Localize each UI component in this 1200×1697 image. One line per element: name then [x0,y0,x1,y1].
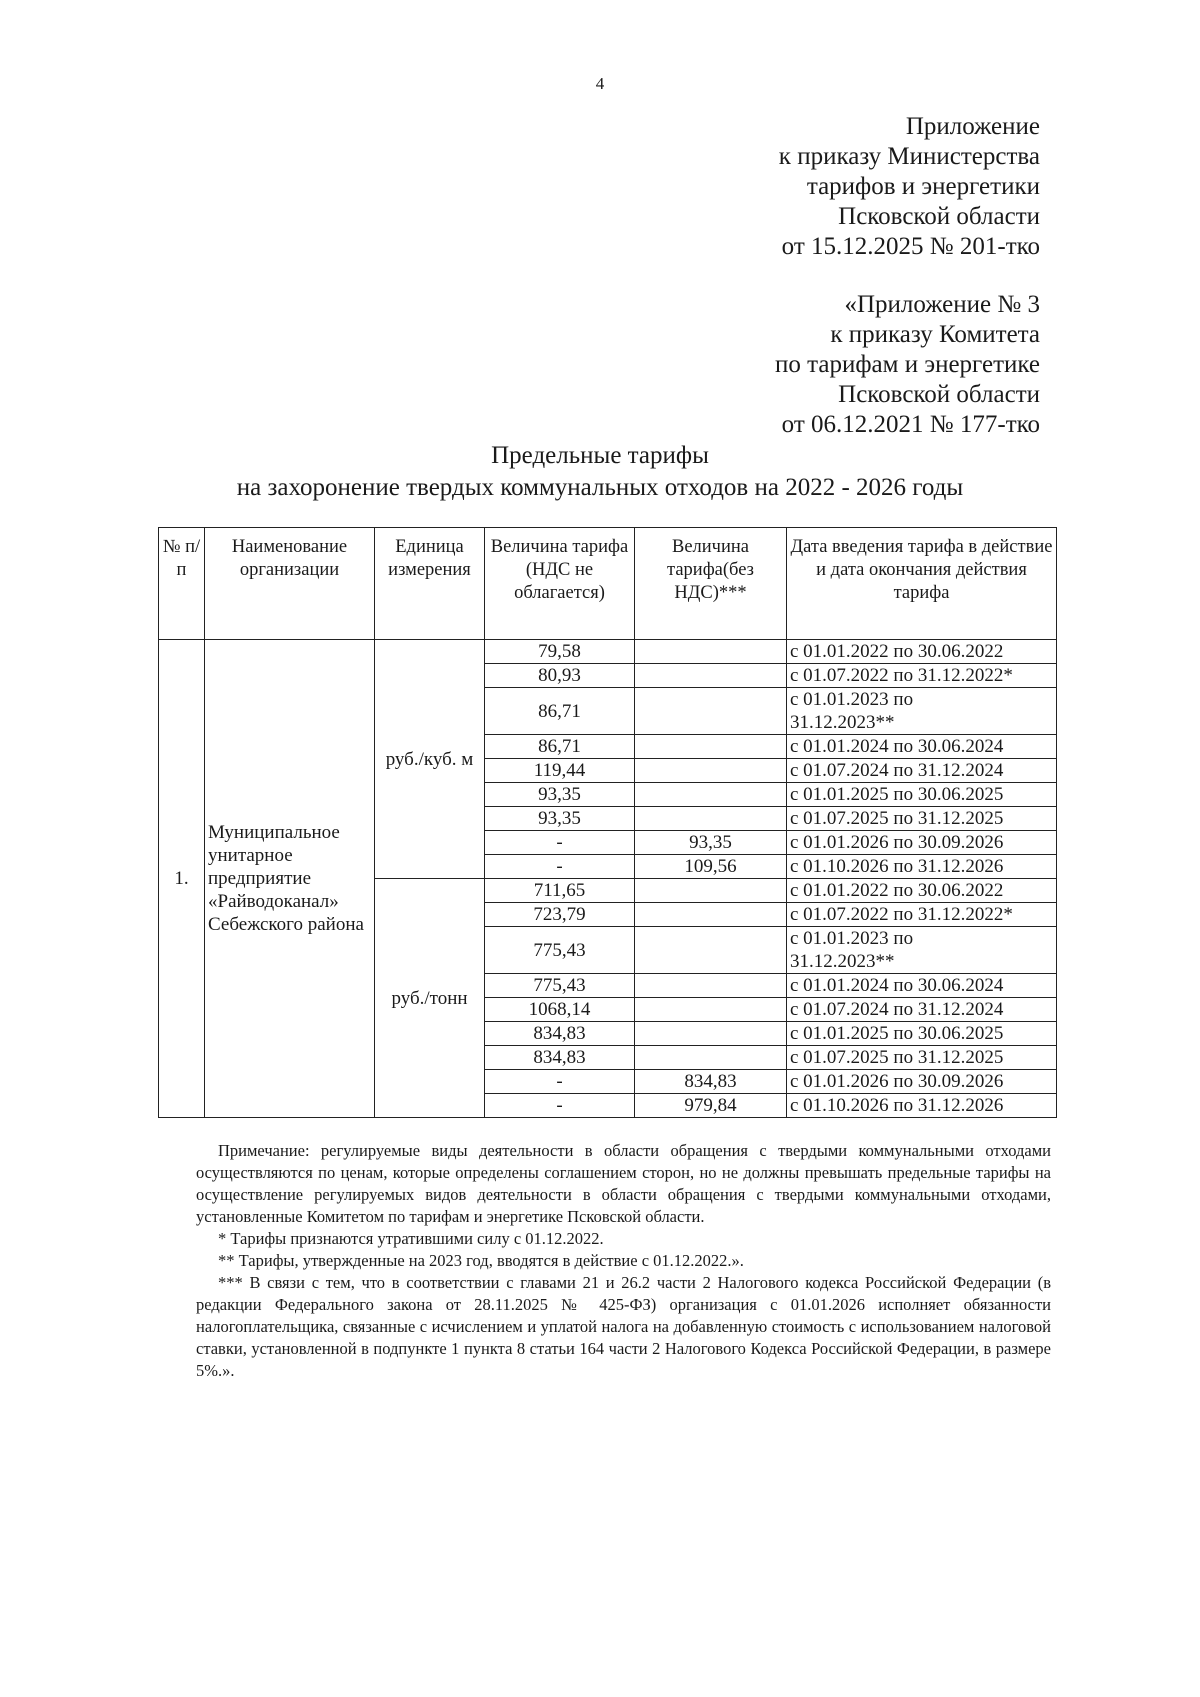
tariff-period: с 01.10.2026 по 31.12.2026 [787,1094,1057,1118]
tariff-period: с 01.01.2022 по 30.06.2022 [787,640,1057,664]
tariff-no-vat [635,927,787,974]
note-footnote-1: * Тарифы признаются утратившими силу с 01.12.2022. [218,1229,604,1248]
tariff-vat-exempt: 79,58 [485,640,635,664]
tariff-period: с 01.07.2022 по 31.12.2022* [787,903,1057,927]
tariff-period: с 01.01.2024 по 30.06.2024 [787,735,1057,759]
tariff-no-vat [635,664,787,688]
tariff-period: с 01.01.2026 по 30.09.2026 [787,1070,1057,1094]
note-main: Примечание: регулируемые виды деятельности в области обращения с твердыми коммунальными отходами осуществляются по ценам, которые определены соглашением сторон, но не должны превышать предельные тарифы на осуществление регулируемых видов деятельности в области обращения с твердыми коммунальными отходами, установленные Комитетом по тарифам и энергетике Псковской области. [196,1141,1051,1226]
document-title: Предельные тарифы [491,442,709,469]
tariff-vat-exempt: 86,71 [485,688,635,735]
tariff-no-vat [635,735,787,759]
tariff-period: с 01.07.2025 по 31.12.2025 [787,1046,1057,1070]
tariff-no-vat [635,1046,787,1070]
tariff-period: с 01.07.2024 по 31.12.2024 [787,759,1057,783]
appendix-line: Псковской области [838,381,1040,408]
appendix-line: Псковской области [838,203,1040,230]
tariff-no-vat: 979,84 [635,1094,787,1118]
tariff-no-vat: 834,83 [635,1070,787,1094]
appendix-line: «Приложение № 3 [844,291,1040,318]
header-unit: Единица измерения [375,528,485,640]
tariff-vat-exempt: 834,83 [485,1022,635,1046]
tariff-no-vat [635,879,787,903]
appendix-header [779,112,1040,262]
tariff-vat-exempt: 93,35 [485,807,635,831]
tariff-no-vat [635,688,787,735]
table-header-row [159,528,1057,640]
tariff-no-vat [635,807,787,831]
tariff-vat-exempt: 86,71 [485,735,635,759]
header-no-vat: Величина тарифа(без НДС)*** [635,528,787,640]
tariff-vat-exempt: 93,35 [485,783,635,807]
tariff-vat-exempt: 775,43 [485,927,635,974]
tariff-vat-exempt: 775,43 [485,974,635,998]
tariff-vat-exempt: 1068,14 [485,998,635,1022]
tariff-no-vat: 109,56 [635,855,787,879]
tariff-period: с 01.01.2025 по 30.06.2025 [787,1022,1057,1046]
row-index: 1. [159,640,205,1118]
header-no: № п/п [159,528,205,640]
appendix-line: к приказу Комитета [830,321,1040,348]
appendix-line: по тарифам и энергетике [775,351,1040,378]
tariff-vat-exempt: - [485,1094,635,1118]
tariff-period: с 01.01.2026 по 30.09.2026 [787,831,1057,855]
tariff-no-vat [635,1022,787,1046]
tariff-no-vat [635,759,787,783]
document-subtitle: на захоронение твердых коммунальных отходов на 2022 - 2026 годы [236,474,964,501]
tariff-vat-exempt: 723,79 [485,903,635,927]
appendix-line: от 06.12.2021 № 177-тко [781,411,1040,438]
table-row [159,640,1057,664]
page-number: 4 [595,74,605,93]
notes [196,1140,1051,1382]
tariff-period: с 01.01.2023 по 31.12.2023** [787,927,1057,974]
appendix-line: от 15.12.2025 № 201-тко [781,233,1040,260]
tariff-no-vat [635,998,787,1022]
tariff-table [158,527,1057,1118]
table-body [159,640,1057,1118]
appendix-line: Приложение [905,113,1040,140]
tariff-vat-exempt: 80,93 [485,664,635,688]
tariff-period: с 01.01.2022 по 30.06.2022 [787,879,1057,903]
tariff-vat-exempt: - [485,855,635,879]
tariff-no-vat [635,903,787,927]
tariff-no-vat [635,974,787,998]
tariff-vat-exempt: 834,83 [485,1046,635,1070]
tariff-vat-exempt: - [485,1070,635,1094]
appendix-line: тарифов и энергетики [806,173,1040,200]
tariff-no-vat: 93,35 [635,831,787,855]
header-period: Дата введения тарифа в действие и дата окончания действия тарифа [787,528,1057,640]
organization-name: Муниципальное унитарное предприятие «Райводоканал» Себежского района [205,640,375,1118]
tariff-period: с 01.01.2025 по 30.06.2025 [787,783,1057,807]
tariff-vat-exempt: 119,44 [485,759,635,783]
tariff-no-vat [635,640,787,664]
note-footnote-3: *** В связи с тем, что в соответствии с главами 21 и 26.2 части 2 Налогового кодекса Российской Федерации (в редакции Федерального закона от 28.11.2025 № 425-ФЗ) организация с 01.01.2026 исполняет обязанности налогоплательщика, связанные с исчислением и уплатой налога на добавленную стоимость с использованием налоговой ставки, установленной в подпункте 1 пункта 8 статьи 164 части 2 Налогового Кодекса Российской Федерации, в размере 5%.». [196,1273,1051,1380]
header-org: Наименование организации [205,528,375,640]
tariff-period: с 01.01.2023 по 31.12.2023** [787,688,1057,735]
tariff-no-vat [635,783,787,807]
header-vat-exempt: Величина тарифа (НДС не облагается) [485,528,635,640]
tariff-period: с 01.01.2024 по 30.06.2024 [787,974,1057,998]
tariff-period: с 01.07.2022 по 31.12.2022* [787,664,1057,688]
unit-cell: руб./тонн [375,879,485,1118]
original-appendix-header [775,290,1040,440]
tariff-period: с 01.07.2025 по 31.12.2025 [787,807,1057,831]
appendix-line: к приказу Министерства [778,143,1040,170]
tariff-period: с 01.10.2026 по 31.12.2026 [787,855,1057,879]
note-footnote-2: ** Тарифы, утвержденные на 2023 год, вводятся в действие с 01.12.2022.». [218,1251,744,1270]
unit-cell: руб./куб. м [375,640,485,879]
tariff-vat-exempt: - [485,831,635,855]
tariff-vat-exempt: 711,65 [485,879,635,903]
tariff-period: с 01.07.2024 по 31.12.2024 [787,998,1057,1022]
